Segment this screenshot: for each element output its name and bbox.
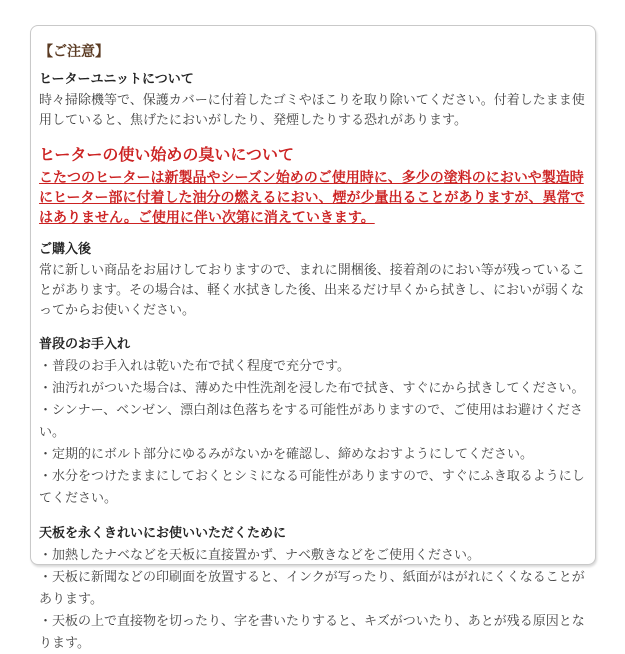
daily-care-item: ・定期的にボルト部分にゆるみがないかを確認し、締めなおすようにしてください。	[39, 446, 534, 461]
daily-care-item: ・普段のお手入れは乾いた布で拭く程度で充分です。	[39, 358, 350, 373]
tabletop-care-item: ・天板の上で直接物を切ったり、字を書いたりすると、キズがついたり、あとが残る原因となります。	[39, 613, 585, 650]
tabletop-care-item: ・加熱したナベなどを天板に直接置かず、ナベ敷きなどをご使用ください。	[39, 547, 480, 562]
heater-smell-body: こたつのヒーターは新製品やシーズン始めのご使用時に、多少の塗料のにおいや製造時にヒーター部に付着した油分の燃えるにおい、煙が少量出ることがありますが、異常ではありません。ご使用に伴い次第に消えていきます。	[39, 169, 585, 225]
section-heater-smell	[39, 145, 585, 227]
section-daily-care	[39, 335, 585, 509]
daily-care-heading: 普段のお手入れ	[39, 336, 131, 351]
section-tabletop-care	[39, 524, 585, 654]
daily-care-item: ・油汚れがついた場合は、薄めた中性洗剤を浸した布で拭き、すぐにから拭きしてください。	[39, 380, 585, 395]
heater-unit-body: 時々掃除機等で、保護カバーに付着したゴミやほこりを取り除いてください。付着したまま使用していると、焦げたにおいがしたり、発煙したりする恐れがあります。	[39, 92, 585, 127]
daily-care-item: ・水分をつけたままにしておくとシミになる可能性がありますので、すぐにふき取るようにしてください。	[39, 468, 585, 505]
after-purchase-body: 常に新しい商品をお届けしておりますので、まれに開梱後、接着剤のにおい等が残っていることがあります。その場合は、軽く水拭きした後、出来るだけ早くから拭きし、においが弱くなってからお使いください。	[39, 262, 585, 317]
heater-unit-heading: ヒーターユニットについて	[39, 71, 194, 86]
tabletop-care-heading: 天板を永くきれいにお使いいただくために	[39, 525, 287, 540]
daily-care-item: ・シンナー、ベンゼン、漂白剤は色落ちをする可能性がありますので、ご使用はお避けください。	[39, 402, 583, 439]
after-purchase-heading: ご購入後	[39, 241, 92, 256]
section-after-purchase	[39, 240, 585, 320]
tabletop-care-item: ・天板に新聞などの印刷面を放置すると、インクが写ったり、紙面がはがれにくくなることがあります。	[39, 569, 585, 606]
section-heater-unit	[39, 70, 585, 130]
heater-smell-heading: ヒーターの使い始めの臭いについて	[39, 147, 295, 164]
notice-title: 【ご注意】	[39, 43, 109, 59]
caution-notice-box	[30, 25, 596, 650]
